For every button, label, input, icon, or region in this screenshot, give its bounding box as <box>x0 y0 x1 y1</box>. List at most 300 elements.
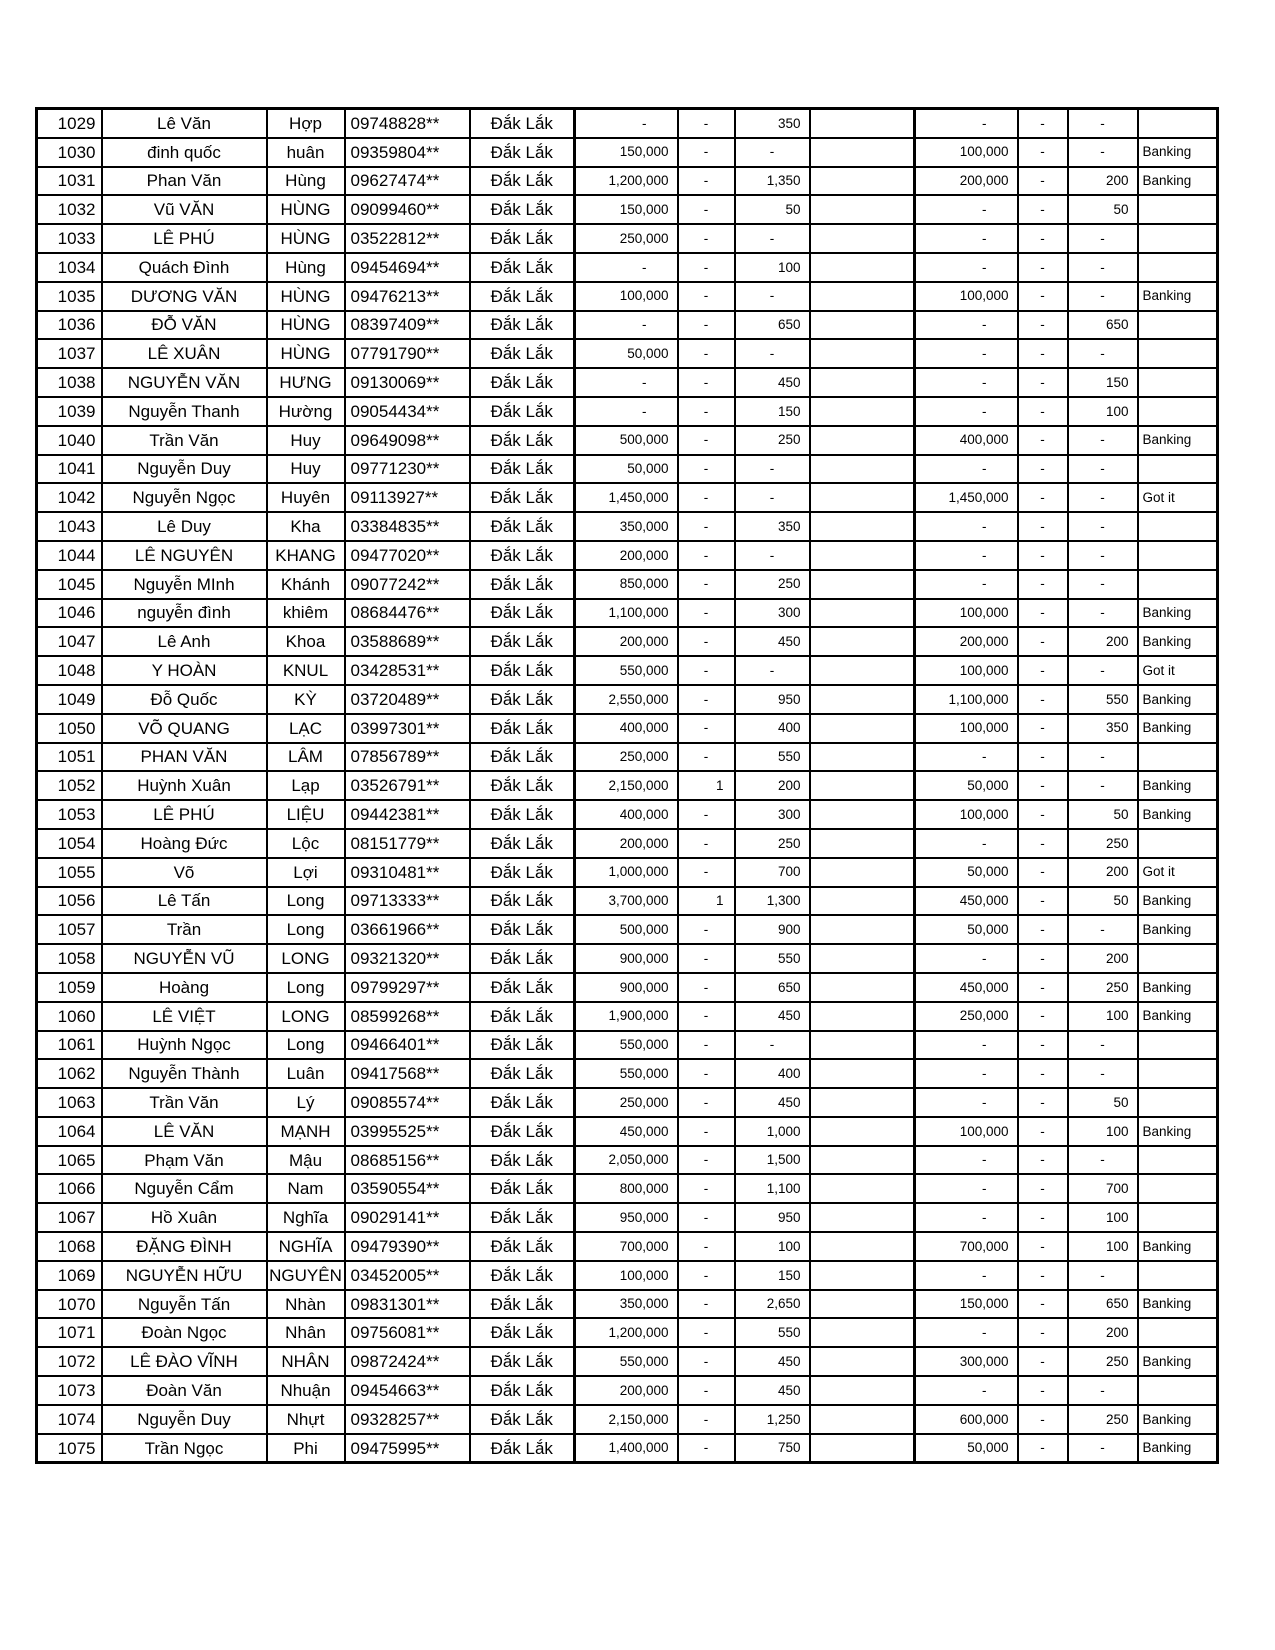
table-row <box>37 195 1218 224</box>
cell-amount-2: - <box>915 1031 1018 1060</box>
cell-province: Đắk Lắk <box>470 224 575 253</box>
cell-amount-2: 400,000 <box>915 426 1018 455</box>
table-row <box>37 1059 1218 1088</box>
cell-points-1: - <box>735 1031 810 1060</box>
cell-amount-2: - <box>915 253 1018 282</box>
cell-blank <box>810 1174 915 1203</box>
cell-flag-2: - <box>1018 915 1068 944</box>
cell-phone: 09321320** <box>345 944 470 973</box>
cell-amount-2: - <box>915 224 1018 253</box>
cell-points-1: 250 <box>735 426 810 455</box>
cell-flag-2: - <box>1018 1203 1068 1232</box>
cell-points-2: 100 <box>1068 1117 1138 1146</box>
cell-amount-2: 100,000 <box>915 282 1018 311</box>
cell-points-2: 200 <box>1068 858 1138 887</box>
cell-flag-2: - <box>1018 1174 1068 1203</box>
table-row <box>37 397 1218 426</box>
cell-province: Đắk Lắk <box>470 282 575 311</box>
cell-flag-2: - <box>1018 253 1068 282</box>
table-row <box>37 167 1218 196</box>
cell-last-name: Lộc <box>267 829 345 858</box>
cell-last-name: Kha <box>267 512 345 541</box>
cell-phone: 09054434** <box>345 397 470 426</box>
cell-flag-2: - <box>1018 1031 1068 1060</box>
cell-amount-2: - <box>915 1261 1018 1290</box>
cell-province: Đắk Lắk <box>470 973 575 1002</box>
cell-points-1: 1,100 <box>735 1174 810 1203</box>
cell-points-1: 750 <box>735 1434 810 1463</box>
cell-points-2: - <box>1068 570 1138 599</box>
cell-amount-2: 250,000 <box>915 1002 1018 1031</box>
cell-phone: 08685156** <box>345 1146 470 1175</box>
cell-first-name: NGUYỄN HỮU <box>102 1261 267 1290</box>
table-row <box>37 368 1218 397</box>
cell-points-1: 100 <box>735 1232 810 1261</box>
cell-phone: 09442381** <box>345 800 470 829</box>
cell-status: Banking <box>1138 771 1218 800</box>
cell-flag-2: - <box>1018 368 1068 397</box>
cell-points-2: - <box>1068 915 1138 944</box>
cell-province: Đắk Lắk <box>470 829 575 858</box>
cell-row-id: 1052 <box>37 771 102 800</box>
cell-blank <box>810 1434 915 1463</box>
cell-points-2: - <box>1068 541 1138 570</box>
cell-points-1: 250 <box>735 570 810 599</box>
cell-amount-2: - <box>915 368 1018 397</box>
cell-flag-1: - <box>678 1031 735 1060</box>
cell-blank <box>810 1059 915 1088</box>
cell-flag-1: - <box>678 1261 735 1290</box>
cell-blank <box>810 627 915 656</box>
cell-blank <box>810 1318 915 1347</box>
cell-phone: 09479390** <box>345 1232 470 1261</box>
table-row <box>37 1290 1218 1319</box>
cell-points-2: - <box>1068 455 1138 484</box>
cell-flag-1: - <box>678 944 735 973</box>
cell-province: Đắk Lắk <box>470 426 575 455</box>
cell-points-1: 1,300 <box>735 887 810 916</box>
cell-amount-1: 3,700,000 <box>575 887 678 916</box>
table-row <box>37 973 1218 1002</box>
cell-last-name: Khoa <box>267 627 345 656</box>
cell-flag-2: - <box>1018 167 1068 196</box>
cell-last-name: KNUL <box>267 656 345 685</box>
cell-flag-2: - <box>1018 455 1068 484</box>
cell-status <box>1138 944 1218 973</box>
cell-flag-2: - <box>1018 743 1068 772</box>
cell-points-1: - <box>735 656 810 685</box>
cell-province: Đắk Lắk <box>470 743 575 772</box>
cell-amount-1: - <box>575 397 678 426</box>
cell-flag-1: - <box>678 627 735 656</box>
cell-blank <box>810 1146 915 1175</box>
data-table <box>35 107 1219 1464</box>
cell-first-name: đinh quốc <box>102 138 267 167</box>
cell-amount-2: 450,000 <box>915 973 1018 1002</box>
cell-points-1: 150 <box>735 1261 810 1290</box>
cell-phone: 09872424** <box>345 1347 470 1376</box>
table-row <box>37 253 1218 282</box>
cell-amount-1: - <box>575 311 678 340</box>
cell-points-1: 550 <box>735 1318 810 1347</box>
cell-phone: 09310481** <box>345 858 470 887</box>
table-row <box>37 915 1218 944</box>
table-row <box>37 800 1218 829</box>
cell-flag-1: - <box>678 973 735 1002</box>
table-row <box>37 282 1218 311</box>
cell-last-name: Hùng <box>267 253 345 282</box>
table-row <box>37 1318 1218 1347</box>
cell-flag-1: - <box>678 339 735 368</box>
cell-status: Banking <box>1138 167 1218 196</box>
cell-row-id: 1033 <box>37 224 102 253</box>
cell-phone: 03720489** <box>345 685 470 714</box>
cell-points-2: - <box>1068 483 1138 512</box>
cell-first-name: Phan Văn <box>102 167 267 196</box>
cell-first-name: LÊ XUÂN <box>102 339 267 368</box>
cell-points-1: 550 <box>735 944 810 973</box>
cell-blank <box>810 829 915 858</box>
cell-points-2: 50 <box>1068 800 1138 829</box>
cell-row-id: 1031 <box>37 167 102 196</box>
cell-last-name: MẠNH <box>267 1117 345 1146</box>
cell-blank <box>810 512 915 541</box>
cell-flag-2: - <box>1018 1376 1068 1405</box>
cell-phone: 03384835** <box>345 512 470 541</box>
cell-province: Đắk Lắk <box>470 1146 575 1175</box>
cell-first-name: LÊ VIỆT <box>102 1002 267 1031</box>
cell-amount-1: 1,100,000 <box>575 599 678 628</box>
cell-points-2: - <box>1068 109 1138 138</box>
cell-amount-2: 50,000 <box>915 858 1018 887</box>
cell-flag-2: - <box>1018 426 1068 455</box>
cell-phone: 09130069** <box>345 368 470 397</box>
cell-row-id: 1042 <box>37 483 102 512</box>
cell-blank <box>810 397 915 426</box>
cell-last-name: HÙNG <box>267 282 345 311</box>
cell-points-2: 250 <box>1068 829 1138 858</box>
cell-amount-1: - <box>575 253 678 282</box>
cell-points-2: - <box>1068 339 1138 368</box>
cell-points-2: 250 <box>1068 973 1138 1002</box>
cell-blank <box>810 800 915 829</box>
cell-flag-2: - <box>1018 627 1068 656</box>
cell-status <box>1138 570 1218 599</box>
cell-points-2: - <box>1068 1434 1138 1463</box>
cell-amount-2: - <box>915 109 1018 138</box>
cell-row-id: 1067 <box>37 1203 102 1232</box>
cell-row-id: 1034 <box>37 253 102 282</box>
cell-row-id: 1054 <box>37 829 102 858</box>
cell-phone: 09475995** <box>345 1434 470 1463</box>
cell-first-name: LÊ NGUYÊN <box>102 541 267 570</box>
cell-province: Đắk Lắk <box>470 1347 575 1376</box>
cell-blank <box>810 1261 915 1290</box>
cell-amount-2: - <box>915 1059 1018 1088</box>
cell-last-name: Long <box>267 973 345 1002</box>
cell-amount-1: 350,000 <box>575 512 678 541</box>
table-row <box>37 570 1218 599</box>
cell-first-name: ĐỖ VĂN <box>102 311 267 340</box>
cell-flag-1: - <box>678 1347 735 1376</box>
cell-points-1: 400 <box>735 714 810 743</box>
cell-amount-1: 200,000 <box>575 627 678 656</box>
cell-province: Đắk Lắk <box>470 570 575 599</box>
cell-flag-2: - <box>1018 109 1068 138</box>
cell-amount-1: 450,000 <box>575 1117 678 1146</box>
cell-first-name: LÊ PHÚ <box>102 800 267 829</box>
cell-phone: 09748828** <box>345 109 470 138</box>
cell-last-name: NHÂN <box>267 1347 345 1376</box>
cell-amount-2: - <box>915 512 1018 541</box>
cell-phone: 09649098** <box>345 426 470 455</box>
cell-phone: 03661966** <box>345 915 470 944</box>
cell-flag-1: - <box>678 1376 735 1405</box>
cell-phone: 08151779** <box>345 829 470 858</box>
cell-blank <box>810 368 915 397</box>
table-row <box>37 541 1218 570</box>
cell-row-id: 1045 <box>37 570 102 599</box>
cell-amount-2: 700,000 <box>915 1232 1018 1261</box>
cell-phone: 09085574** <box>345 1088 470 1117</box>
cell-status: Banking <box>1138 627 1218 656</box>
table-row <box>37 771 1218 800</box>
cell-first-name: Quách Đình <box>102 253 267 282</box>
cell-province: Đắk Lắk <box>470 455 575 484</box>
cell-last-name: KỲ <box>267 685 345 714</box>
cell-province: Đắk Lắk <box>470 1174 575 1203</box>
cell-flag-1: - <box>678 167 735 196</box>
cell-points-1: - <box>735 339 810 368</box>
cell-points-2: 650 <box>1068 1290 1138 1319</box>
cell-flag-2: - <box>1018 224 1068 253</box>
cell-flag-2: - <box>1018 339 1068 368</box>
cell-province: Đắk Lắk <box>470 599 575 628</box>
cell-amount-1: 100,000 <box>575 282 678 311</box>
cell-province: Đắk Lắk <box>470 138 575 167</box>
cell-flag-2: - <box>1018 1002 1068 1031</box>
cell-phone: 03995525** <box>345 1117 470 1146</box>
cell-phone: 09476213** <box>345 282 470 311</box>
cell-blank <box>810 1117 915 1146</box>
cell-first-name: Nguyễn Duy <box>102 1405 267 1434</box>
cell-amount-1: 250,000 <box>575 1088 678 1117</box>
cell-status <box>1138 1261 1218 1290</box>
cell-phone: 09799297** <box>345 973 470 1002</box>
cell-amount-2: - <box>915 1318 1018 1347</box>
cell-row-id: 1074 <box>37 1405 102 1434</box>
cell-status: Banking <box>1138 973 1218 1002</box>
cell-points-2: 700 <box>1068 1174 1138 1203</box>
cell-phone: 09113927** <box>345 483 470 512</box>
cell-row-id: 1051 <box>37 743 102 772</box>
cell-points-1: 300 <box>735 599 810 628</box>
cell-amount-1: 500,000 <box>575 915 678 944</box>
cell-points-1: 900 <box>735 915 810 944</box>
cell-last-name: HÙNG <box>267 339 345 368</box>
cell-amount-1: 850,000 <box>575 570 678 599</box>
cell-flag-1: - <box>678 1174 735 1203</box>
cell-amount-2: - <box>915 311 1018 340</box>
cell-blank <box>810 944 915 973</box>
cell-status <box>1138 1059 1218 1088</box>
cell-blank <box>810 685 915 714</box>
cell-points-2: - <box>1068 1261 1138 1290</box>
cell-blank <box>810 1405 915 1434</box>
cell-amount-1: 350,000 <box>575 1290 678 1319</box>
cell-row-id: 1035 <box>37 282 102 311</box>
cell-first-name: Đoàn Ngọc <box>102 1318 267 1347</box>
cell-status <box>1138 1031 1218 1060</box>
cell-flag-1: - <box>678 253 735 282</box>
cell-amount-2: - <box>915 829 1018 858</box>
cell-flag-1: - <box>678 397 735 426</box>
cell-phone: 03997301** <box>345 714 470 743</box>
cell-province: Đắk Lắk <box>470 1232 575 1261</box>
cell-flag-1: - <box>678 483 735 512</box>
cell-flag-2: - <box>1018 1088 1068 1117</box>
cell-last-name: HÙNG <box>267 224 345 253</box>
cell-points-1: 1,250 <box>735 1405 810 1434</box>
cell-points-1: 350 <box>735 109 810 138</box>
cell-amount-2: - <box>915 1203 1018 1232</box>
cell-phone: 09417568** <box>345 1059 470 1088</box>
cell-flag-1: - <box>678 195 735 224</box>
cell-points-2: - <box>1068 426 1138 455</box>
cell-flag-1: - <box>678 282 735 311</box>
table-row <box>37 138 1218 167</box>
cell-amount-1: 950,000 <box>575 1203 678 1232</box>
table-row <box>37 512 1218 541</box>
cell-row-id: 1059 <box>37 973 102 1002</box>
cell-row-id: 1075 <box>37 1434 102 1463</box>
cell-points-1: 950 <box>735 685 810 714</box>
cell-province: Đắk Lắk <box>470 1031 575 1060</box>
cell-province: Đắk Lắk <box>470 858 575 887</box>
cell-amount-2: - <box>915 195 1018 224</box>
cell-amount-1: 400,000 <box>575 714 678 743</box>
cell-phone: 03588689** <box>345 627 470 656</box>
cell-flag-1: - <box>678 109 735 138</box>
cell-blank <box>810 282 915 311</box>
cell-province: Đắk Lắk <box>470 483 575 512</box>
cell-points-1: - <box>735 455 810 484</box>
cell-flag-2: - <box>1018 944 1068 973</box>
cell-blank <box>810 973 915 1002</box>
cell-blank <box>810 858 915 887</box>
cell-phone: 03452005** <box>345 1261 470 1290</box>
cell-row-id: 1032 <box>37 195 102 224</box>
table-row <box>37 1261 1218 1290</box>
cell-phone: 09359804** <box>345 138 470 167</box>
cell-phone: 07856789** <box>345 743 470 772</box>
cell-status: Banking <box>1138 887 1218 916</box>
cell-flag-1: - <box>678 426 735 455</box>
cell-first-name: Nguyễn Ngọc <box>102 483 267 512</box>
cell-row-id: 1030 <box>37 138 102 167</box>
cell-amount-1: 550,000 <box>575 1059 678 1088</box>
cell-amount-2: - <box>915 1146 1018 1175</box>
table-row <box>37 829 1218 858</box>
cell-points-1: 350 <box>735 512 810 541</box>
cell-first-name: Nguyễn Tấn <box>102 1290 267 1319</box>
cell-row-id: 1060 <box>37 1002 102 1031</box>
cell-status: Banking <box>1138 1434 1218 1463</box>
cell-amount-1: 150,000 <box>575 195 678 224</box>
cell-row-id: 1029 <box>37 109 102 138</box>
cell-province: Đắk Lắk <box>470 714 575 743</box>
cell-status: Banking <box>1138 1232 1218 1261</box>
cell-province: Đắk Lắk <box>470 915 575 944</box>
cell-flag-1: - <box>678 1290 735 1319</box>
cell-points-1: 450 <box>735 1376 810 1405</box>
cell-last-name: Nhàn <box>267 1290 345 1319</box>
cell-amount-1: 1,400,000 <box>575 1434 678 1463</box>
cell-points-2: 200 <box>1068 167 1138 196</box>
cell-flag-2: - <box>1018 714 1068 743</box>
cell-flag-2: - <box>1018 800 1068 829</box>
cell-flag-1: 1 <box>678 887 735 916</box>
cell-first-name: Lê Văn <box>102 109 267 138</box>
cell-status: Banking <box>1138 426 1218 455</box>
cell-points-2: 150 <box>1068 368 1138 397</box>
cell-province: Đắk Lắk <box>470 800 575 829</box>
cell-status <box>1138 829 1218 858</box>
cell-last-name: Huyên <box>267 483 345 512</box>
cell-amount-1: 100,000 <box>575 1261 678 1290</box>
cell-amount-2: 200,000 <box>915 627 1018 656</box>
cell-first-name: Đỗ Quốc <box>102 685 267 714</box>
cell-points-2: - <box>1068 1031 1138 1060</box>
cell-flag-1: - <box>678 455 735 484</box>
cell-amount-2: 100,000 <box>915 800 1018 829</box>
cell-flag-1: - <box>678 800 735 829</box>
cell-points-1: 700 <box>735 858 810 887</box>
cell-row-id: 1064 <box>37 1117 102 1146</box>
cell-first-name: LÊ VĂN <box>102 1117 267 1146</box>
cell-first-name: Lê Tấn <box>102 887 267 916</box>
cell-amount-1: 2,150,000 <box>575 1405 678 1434</box>
cell-first-name: LÊ PHÚ <box>102 224 267 253</box>
cell-flag-1: - <box>678 1318 735 1347</box>
cell-last-name: NGHĨA <box>267 1232 345 1261</box>
cell-row-id: 1057 <box>37 915 102 944</box>
cell-status <box>1138 1376 1218 1405</box>
table-row <box>37 483 1218 512</box>
cell-status: Banking <box>1138 915 1218 944</box>
cell-flag-2: - <box>1018 1232 1068 1261</box>
cell-blank <box>810 109 915 138</box>
cell-blank <box>810 483 915 512</box>
cell-phone: 09713333** <box>345 887 470 916</box>
cell-points-1: 450 <box>735 1088 810 1117</box>
cell-row-id: 1047 <box>37 627 102 656</box>
cell-amount-1: 700,000 <box>575 1232 678 1261</box>
cell-blank <box>810 455 915 484</box>
cell-amount-1: 400,000 <box>575 800 678 829</box>
cell-first-name: Nguyễn MInh <box>102 570 267 599</box>
cell-status: Banking <box>1138 599 1218 628</box>
cell-province: Đắk Lắk <box>470 339 575 368</box>
cell-flag-1: - <box>678 138 735 167</box>
cell-last-name: Hùng <box>267 167 345 196</box>
table-row <box>37 1434 1218 1463</box>
cell-points-2: - <box>1068 1376 1138 1405</box>
cell-flag-1: - <box>678 656 735 685</box>
table-row <box>37 887 1218 916</box>
cell-phone: 09454663** <box>345 1376 470 1405</box>
cell-amount-2: 300,000 <box>915 1347 1018 1376</box>
